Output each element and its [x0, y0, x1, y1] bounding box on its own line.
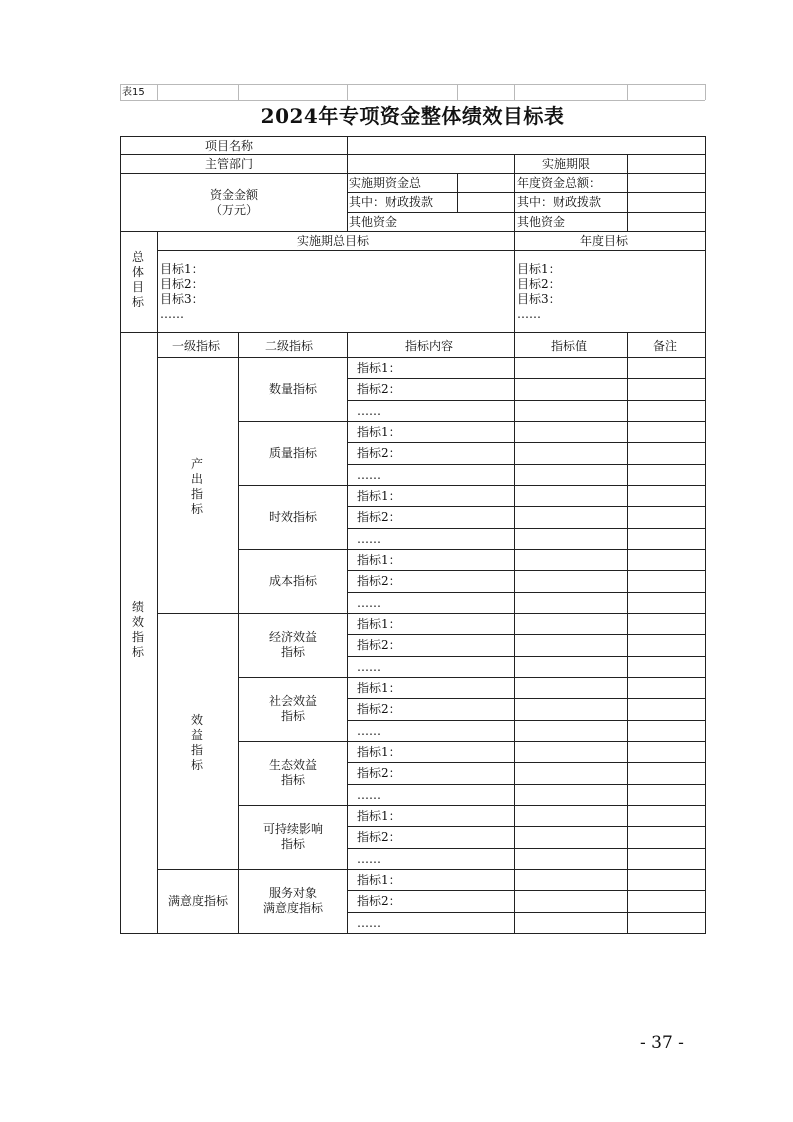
row-line [120, 231, 706, 232]
level2-indicator-label: 成本指标 [268, 573, 317, 588]
row-line [347, 378, 706, 379]
level1-separator [157, 613, 239, 614]
level2-indicator-label: 服务对象 满意度指标 [262, 886, 323, 915]
sheet-grid-line [238, 84, 239, 100]
row-line [347, 698, 706, 699]
col-line [514, 332, 515, 933]
table-border-bottom [120, 933, 706, 934]
col-value-header: 指标值 [551, 339, 588, 353]
col-line [157, 231, 158, 933]
indicator-content-cell: …… [357, 532, 381, 546]
col-line [627, 154, 628, 174]
table-border-top [120, 136, 706, 137]
benefit-indicators-label: 效益指标 [190, 713, 203, 772]
indicator-content-cell: 指标2： [357, 574, 401, 588]
indicator-content-cell: 指标2： [357, 510, 401, 524]
indicator-content-cell: 指标1： [357, 809, 401, 823]
sheet-grid-line [120, 84, 121, 100]
annual-fiscal-funds-label: 其中：财政拨款 [517, 195, 602, 209]
sheet-grid-line [627, 84, 628, 100]
col-line [627, 173, 628, 232]
overall-goal-label: 总体目标 [131, 250, 144, 309]
indicator-content-cell: …… [357, 724, 381, 738]
table-border-right [705, 136, 706, 934]
department-label: 主管部门 [205, 157, 254, 171]
period-goal-text: 目标1： 目标2： 目标3： …… [160, 262, 204, 321]
indicator-content-cell: 指标1： [357, 489, 401, 503]
row-line [120, 332, 706, 333]
col-line [347, 136, 348, 232]
level2-indicator-label: 数量指标 [268, 381, 317, 396]
col-line [514, 173, 515, 232]
row-line [347, 464, 706, 465]
output-indicators-label: 产出指标 [190, 457, 203, 516]
row-line [347, 506, 706, 507]
total-period-funds-label: 实施期资金总 [349, 176, 422, 190]
col-line [627, 332, 628, 933]
row-line [347, 528, 706, 529]
sheet-grid-line [705, 84, 706, 100]
table-number: 表15 [122, 87, 145, 98]
table-border-left [120, 136, 121, 934]
indicator-content-cell: 指标1： [357, 553, 401, 567]
indicator-content-cell: 指标2： [357, 446, 401, 460]
indicator-content-cell: 指标2： [357, 638, 401, 652]
col-line [457, 173, 458, 212]
annual-other-funds-label: 其他资金 [517, 215, 566, 229]
other-funds-label: 其他资金 [349, 215, 398, 229]
level2-indicator-label: 质量指标 [268, 445, 317, 460]
row-line [347, 720, 706, 721]
satisfaction-indicators-label: 满意度指标 [167, 894, 228, 908]
period-goal-header: 实施期总目标 [297, 234, 370, 248]
row-line [347, 848, 706, 849]
period-label: 实施期限 [542, 157, 591, 171]
sheet-grid-line [120, 100, 705, 101]
indicator-content-cell: …… [357, 788, 381, 802]
row-line [347, 762, 706, 763]
row-line [157, 250, 706, 251]
indicator-content-cell: 指标1： [357, 873, 401, 887]
indicator-content-cell: …… [357, 404, 381, 418]
page-number: - 37 - [640, 1033, 684, 1053]
col-content-header: 指标内容 [405, 339, 454, 353]
row-line [347, 912, 706, 913]
annual-goal-text: 目标1： 目标2： 目标3： …… [517, 262, 561, 321]
row-line [347, 634, 706, 635]
level2-indicator-label: 时效指标 [268, 509, 317, 524]
level2-indicator-label: 可持续影响 指标 [262, 822, 323, 851]
annual-goal-header: 年度目标 [580, 234, 629, 248]
col-remark-header: 备注 [653, 339, 678, 353]
row-line [347, 656, 706, 657]
indicator-content-cell: 指标1： [357, 361, 401, 375]
row-line [120, 154, 706, 155]
annual-total-label: 年度资金总额： [517, 176, 602, 190]
perf-indicators-label: 绩效指标 [131, 600, 144, 659]
indicator-content-cell: 指标1： [357, 617, 401, 631]
sheet-grid-line [157, 84, 158, 100]
col-line [514, 231, 515, 333]
row-line [347, 784, 706, 785]
row-line [347, 592, 706, 593]
fiscal-funds-label: 其中：财政拨款 [349, 195, 434, 209]
row-line [347, 442, 706, 443]
indicator-content-cell: 指标2： [357, 894, 401, 908]
indicator-content-cell: 指标1： [357, 681, 401, 695]
indicator-content-cell: …… [357, 916, 381, 930]
indicator-content-cell: 指标1： [357, 745, 401, 759]
sheet-grid-line [347, 84, 348, 100]
indicator-content-cell: 指标2： [357, 382, 401, 396]
col-line [514, 154, 515, 174]
indicator-content-cell: …… [357, 468, 381, 482]
funds-label: 资金金额 （万元） [209, 187, 258, 217]
sheet-grid-line [457, 84, 458, 100]
project-name-label: 项目名称 [205, 139, 254, 153]
page-title: 2024年专项资金整体绩效目标表 [260, 104, 565, 128]
row-line [347, 890, 706, 891]
indicator-content-cell: 指标2： [357, 766, 401, 780]
level2-indicator-label: 经济效益 指标 [268, 630, 317, 659]
level2-indicator-label: 生态效益 指标 [268, 758, 317, 787]
sheet-grid-line [120, 84, 705, 85]
row-line [347, 212, 706, 213]
indicator-content-cell: 指标2： [357, 702, 401, 716]
indicator-content-cell: …… [357, 852, 381, 866]
row-line [347, 570, 706, 571]
col-line [347, 332, 348, 933]
indicator-content-cell: …… [357, 596, 381, 610]
level2-indicator-label: 社会效益 指标 [268, 694, 317, 723]
col-level2-header: 二级指标 [265, 339, 314, 353]
sheet-grid-line [514, 84, 515, 100]
indicator-content-cell: …… [357, 660, 381, 674]
col-level1-header: 一级指标 [172, 339, 221, 353]
row-line [347, 400, 706, 401]
indicator-content-cell: 指标1： [357, 425, 401, 439]
row-line [347, 192, 706, 193]
row-line [347, 826, 706, 827]
indicator-content-cell: 指标2： [357, 830, 401, 844]
